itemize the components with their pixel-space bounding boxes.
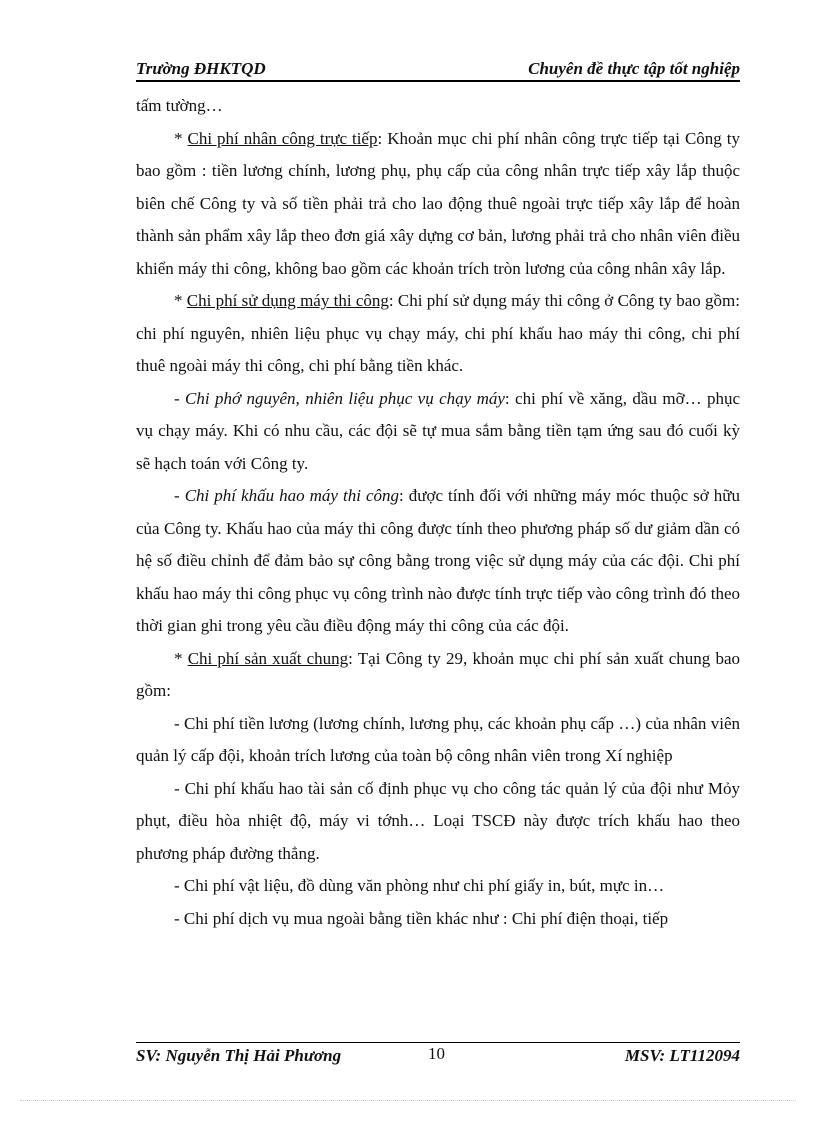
heading-direct-labor: Chi phí nhân công trực tiếp [187,128,378,148]
paragraph-direct-labor: * Chi phí nhân công trực tiếp: Khoản mục chi phí nhân công trực tiếp tại Công ty bao gồm : tiền lương chính, lương phụ, phụ cấp của công nhân trực tiếp xây lắp thuộc biên chế Công ty và số tiền phải trả cho lao động thuê ngoài trực tiếp xây lắp để hoàn thành sản phẩm xây lắp theo đơn giá xây dựng cơ bản, lương phải trả cho nhân viên điều khiển máy thi công, không bao gồm các khoản trích tròn lương của công nhân xây lắp. [136,128,740,278]
text-fuel-cost: : chi phí về xăng, dầu mỡ… phục vụ chạy máy. Khi có nhu cầu, các đội sẽ tự mua sắm bằng tiền tạm ứng sau đó cuối kỳ sẽ hạch toán với Công ty. [136,388,741,473]
footer-student-name: SV: Nguyễn Thị Hải Phương [136,1046,342,1065]
document-body [136,90,740,935]
text-direct-labor: : Khoản mục chi phí nhân công trực tiếp tại Công ty bao gồm : tiền lương chính, lương phụ, phụ cấp của công nhân trực tiếp xây lắp thuộc biên chế Công ty và số tiền phải trả cho lao động thuê ngoài trực tiếp xây lắp để hoàn thành sản phẩm xây lắp theo đơn giá xây dựng cơ bản, lương phải trả cho nhân viên điều khiển máy thi công, không bao gồm các khoản trích tròn lương của công nhân xây lắp. [136,128,740,278]
paragraph-continuation: tấm tường… [136,96,223,115]
paragraph-outsourced-services: - Chi phí dịch vụ mua ngoài bằng tiền khác như : Chi phí điện thoại, tiếp [174,908,669,928]
paragraph-office-supplies: - Chi phí vật liệu, đồ dùng văn phòng như chi phí giấy in, bút, mực in… [174,876,665,895]
paragraph-overhead: * Chi phí sản xuất chung: Tại Công ty 29, khoản mục chi phí sản xuất chung bao gồm: [136,648,741,700]
text-overhead: : Tại Công ty 29, khoản mục chi phí sản xuất chung bao gồm: [136,648,741,700]
page-bottom-divider [20,1100,796,1101]
heading-overhead: Chi phí sản xuất chung [187,648,349,668]
page-footer [136,1042,740,1073]
page-header [136,56,740,82]
paragraph-fuel-cost [136,383,740,481]
footer-student-id: MSV: LT112094 [624,1046,740,1065]
subheading-depreciation: - Chi phí khấu hao máy thi công [174,486,400,505]
text-depreciation: : được tính đối với những máy móc thuộc sở hữu của Công ty. Khấu hao của máy thi công được tính theo phương pháp số dư giảm dần có hệ số điều chỉnh để đảm bảo sự công bằng trong việc sử dụng máy của các đội. Chi phí khấu hao máy thi công phục vụ công trình nào được tính trực tiếp vào công trình đó theo thời gian ghi trong yêu cầu điều động máy thi công của các đội. [136,486,740,635]
header-document-title: Chuyên đề thực tập tốt nghiệp [528,59,740,78]
paragraph-salary-cost: - Chi phí tiền lương (lương chính, lương phụ, các khoản phụ cấp …) của nhân viên quản lý cấp đội, khoản trích lương của toàn bộ công nhân viên trong Xí nghiệp [136,713,740,765]
paragraph-depreciation [136,480,740,643]
heading-machine-cost: Chi phí sử dụng máy thi công [186,291,389,310]
paragraph-asset-depreciation: - Chi phí khấu hao tài sản cố định phục vụ cho công tác quản lý của đội như Mỏy phụt, điều hòa nhiệt độ, máy vi tớnh… Loại TSCĐ này được trích khấu hao theo phương pháp đường thẳng. [136,778,740,863]
header-school-name: Trường ĐHKTQD [136,59,266,78]
paragraph-machine-cost: * Chi phí sử dụng máy thi công: Chi phí sử dụng máy thi công ở Công ty bao gồm: chi phí nguyên, nhiên liệu phục vụ chạy máy, chi phí khấu hao máy thi công, chi phí thuê ngoài máy thi công, chi phí bằng tiền khác. [136,291,741,375]
page-number: 10 [428,1044,445,1063]
text-machine-cost: : Chi phí sử dụng máy thi công ở Công ty bao gồm: chi phí nguyên, nhiên liệu phục vụ chạy máy, chi phí khấu hao máy thi công, chi phí thuê ngoài máy thi công, chi phí bằng tiền khác. [136,291,741,375]
subheading-fuel-cost: - Chi phớ nguyên, nhiên liệu phục vụ chạy máy [174,388,505,408]
